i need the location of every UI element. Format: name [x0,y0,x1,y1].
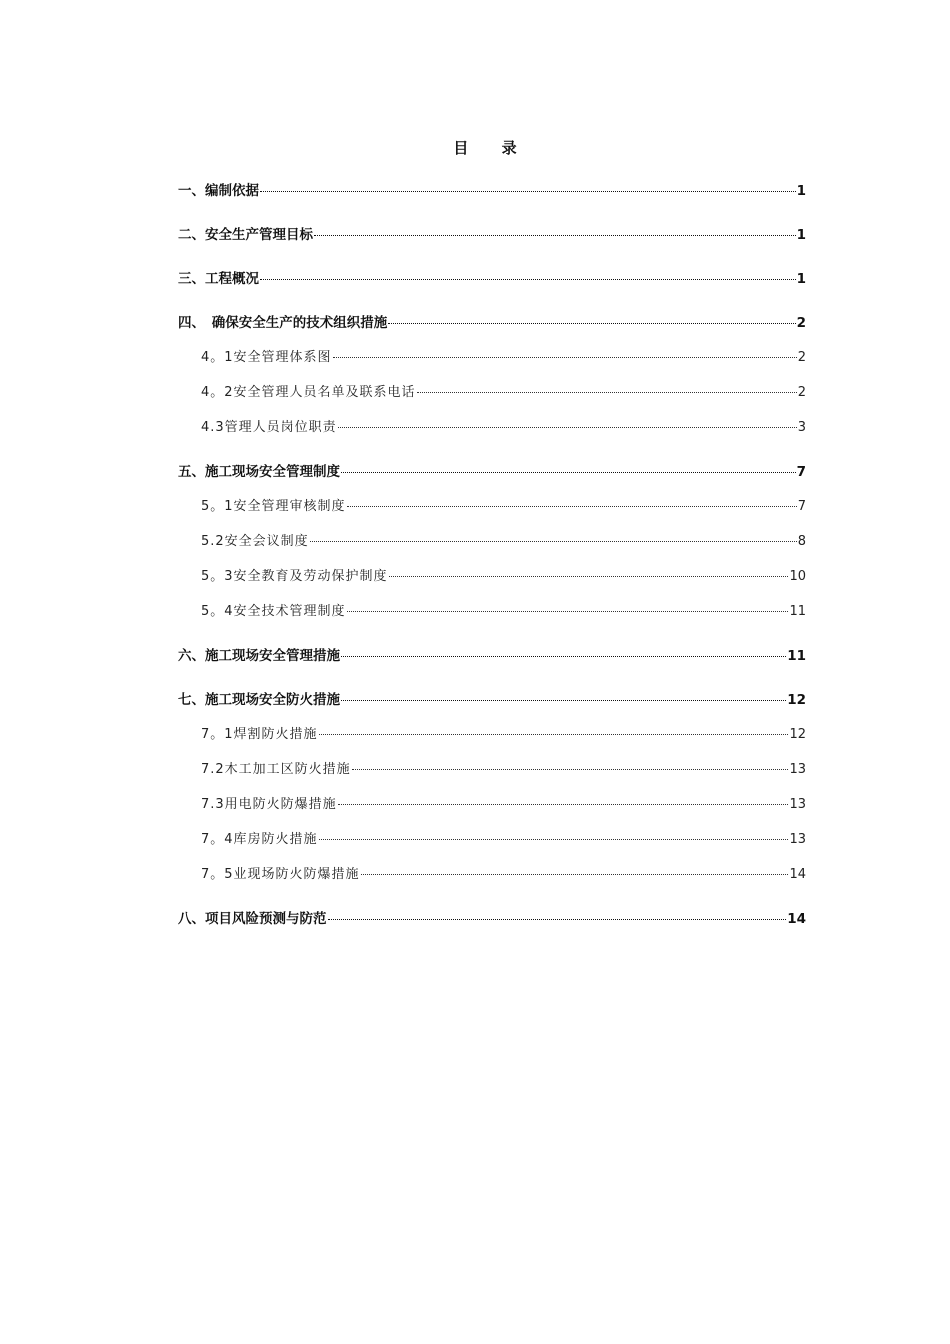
toc-entry-5[interactable] [178,460,806,483]
dot-leader [341,656,786,657]
toc-entry-1[interactable] [178,179,806,202]
toc-entry-page: 2 [796,315,806,331]
dot-leader [260,191,796,192]
dot-leader [314,235,796,236]
toc-entry-7-5[interactable] [178,863,806,886]
dot-leader [347,611,789,612]
toc-entry-4[interactable] [178,311,806,334]
toc-entry-page: 14 [787,911,806,927]
dot-leader [310,541,797,542]
toc-entry-2[interactable] [178,223,806,246]
toc-entry-label: 4。1安全管理体系图 [201,350,332,365]
dot-leader [361,874,789,875]
toc-entry-5-1[interactable] [178,495,806,518]
toc-entry-4-2[interactable] [178,381,806,404]
toc-entry-label: 5。3安全教育及劳动保护制度 [201,569,388,584]
toc-entry-page: 3 [797,420,806,435]
toc-entry-label: 5.2安全会议制度 [201,534,309,549]
toc-entry-label: 4.3管理人员岗位职责 [201,420,337,435]
toc-entry-4-1[interactable] [178,346,806,369]
dot-leader [338,804,789,805]
toc-entry-4-3[interactable] [178,416,806,439]
toc-entry-7-4[interactable] [178,828,806,851]
toc-entry-label: 7。1焊割防火措施 [201,727,318,742]
dot-leader [417,392,797,393]
dot-leader [333,357,797,358]
toc-entry-label: 7。4库房防火措施 [201,832,318,847]
toc-entry-page: 14 [789,867,806,882]
toc-entry-5-2[interactable] [178,530,806,553]
toc-entry-8[interactable] [178,907,806,930]
dot-leader [347,506,797,507]
toc-entry-page: 1 [796,183,806,199]
toc-entry-label: 5。4安全技术管理制度 [201,604,346,619]
toc-entry-label: 7.2木工加工区防火措施 [201,762,351,777]
dot-leader [341,472,796,473]
toc-entry-label: 八、项目风险预测与防范 [178,911,327,927]
toc-entry-label: 5。1安全管理审核制度 [201,499,346,514]
table-of-contents [178,179,806,930]
dot-leader [338,427,797,428]
toc-entry-page: 11 [789,604,806,619]
toc-entry-label: 二、安全生产管理目标 [178,227,313,243]
toc-entry-page: 13 [789,797,806,812]
toc-entry-label: 六、施工现场安全管理措施 [178,648,340,664]
toc-entry-page: 7 [797,499,806,514]
toc-entry-page: 2 [797,385,806,400]
toc-entry-page: 1 [796,227,806,243]
toc-entry-label: 4。2安全管理人员名单及联系电话 [201,385,416,400]
toc-entry-7-2[interactable] [178,758,806,781]
toc-entry-7-3[interactable] [178,793,806,816]
toc-entry-label: 7.3用电防火防爆措施 [201,797,337,812]
toc-entry-7[interactable] [178,688,806,711]
dot-leader [341,700,786,701]
toc-title: 目 录 [453,139,531,157]
dot-leader [352,769,789,770]
toc-entry-6[interactable] [178,644,806,667]
toc-entry-page: 8 [797,534,806,549]
toc-entry-7-1[interactable] [178,723,806,746]
toc-entry-page: 13 [789,762,806,777]
toc-entry-page: 12 [787,692,806,708]
toc-entry-page: 13 [789,832,806,847]
toc-entry-page: 7 [796,464,806,480]
toc-entry-page: 1 [796,271,806,287]
dot-leader [319,839,789,840]
toc-entry-3[interactable] [178,267,806,290]
toc-entry-label: 四、 确保安全生产的技术组织措施 [178,315,388,331]
dot-leader [319,734,789,735]
toc-entry-label: 七、施工现场安全防火措施 [178,692,340,708]
toc-entry-page: 11 [787,648,806,664]
toc-entry-page: 10 [789,569,806,584]
toc-entry-5-3[interactable] [178,565,806,588]
toc-entry-label: 7。5业现场防火防爆措施 [201,867,360,882]
dot-leader [328,919,787,920]
toc-entry-page: 12 [789,727,806,742]
toc-entry-page: 2 [797,350,806,365]
dot-leader [388,323,795,324]
toc-entry-label: 三、工程概况 [178,271,259,287]
toc-entry-5-4[interactable] [178,600,806,623]
toc-entry-label: 一、编制依据 [178,183,259,199]
dot-leader [260,279,796,280]
toc-entry-label: 五、施工现场安全管理制度 [178,464,340,480]
dot-leader [389,576,789,577]
